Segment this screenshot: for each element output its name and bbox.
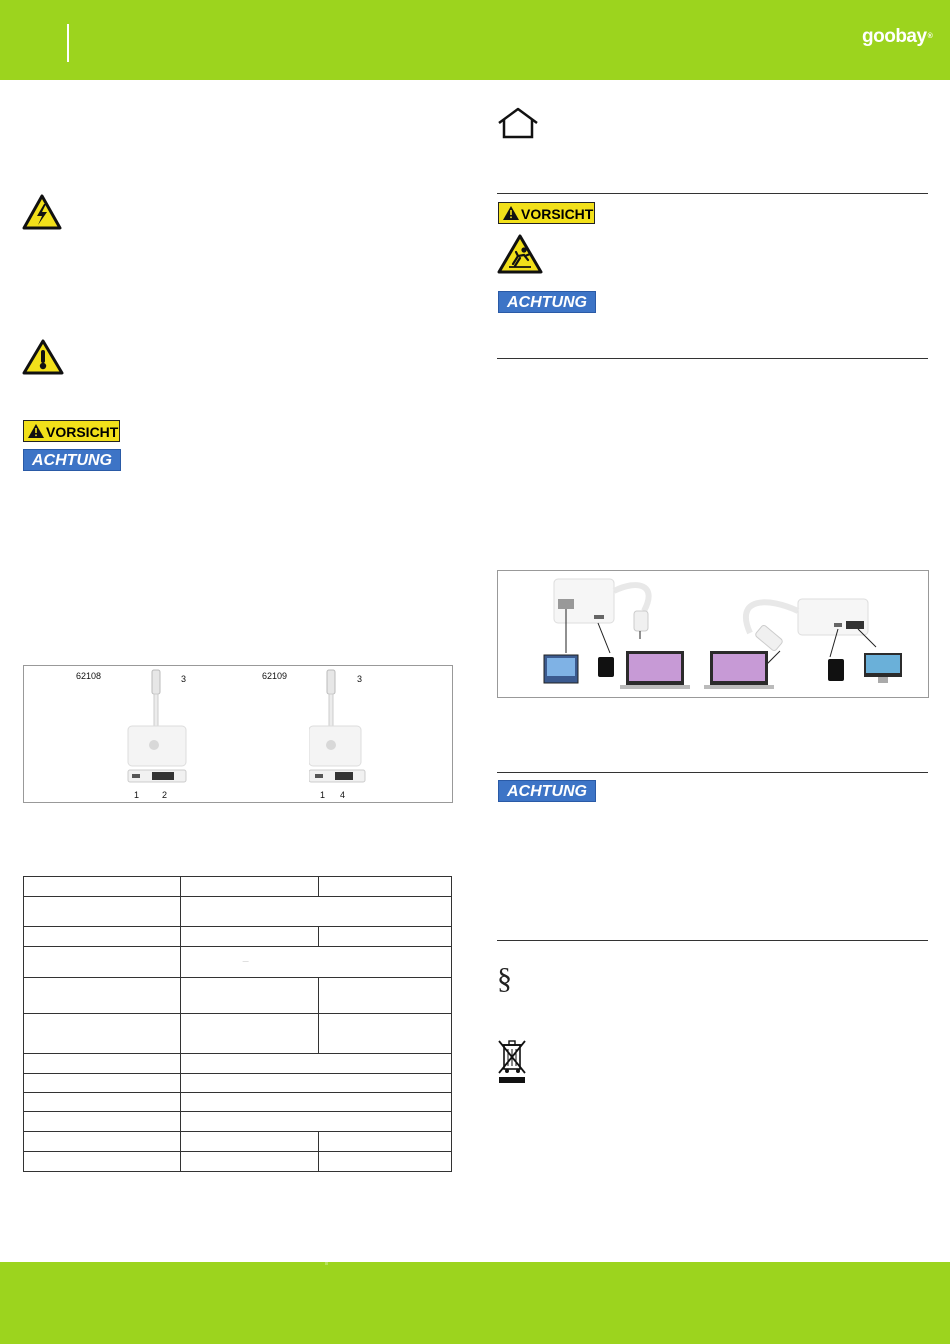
model-number: 62108 xyxy=(76,671,102,681)
page-footer xyxy=(0,1262,950,1344)
lightning-hazard-icon xyxy=(22,194,62,230)
section-divider xyxy=(497,772,928,773)
table-row xyxy=(24,927,452,947)
achtung-label xyxy=(498,291,596,313)
table-row xyxy=(24,978,452,1014)
section-divider xyxy=(497,358,928,359)
warning-triangle-icon xyxy=(28,424,44,438)
dvi-connection-scene xyxy=(544,579,690,689)
table-row xyxy=(24,1132,452,1152)
callout-4: 4 xyxy=(340,790,346,800)
callout-1: 1 xyxy=(134,790,140,800)
table-row xyxy=(24,1093,452,1112)
achtung-label xyxy=(498,780,596,802)
crossed-bin-icon xyxy=(497,1039,527,1085)
connection-illustration xyxy=(498,571,928,697)
vorsicht-text: VORSICHT xyxy=(521,206,594,222)
callout-1: 1 xyxy=(320,790,326,800)
paragraph-symbol: § xyxy=(497,962,512,995)
table-row xyxy=(24,1014,452,1054)
callout-2: 2 xyxy=(162,790,168,800)
footer-accent xyxy=(325,1262,328,1265)
vorsicht-label xyxy=(23,420,120,442)
section-divider xyxy=(497,940,928,941)
achtung-label xyxy=(23,449,121,471)
vorsicht-label xyxy=(498,202,595,224)
warning-triangle-icon xyxy=(503,206,519,220)
logo-text: goobay xyxy=(862,26,927,47)
specifications-table xyxy=(23,876,452,1172)
trip-hazard-icon xyxy=(497,234,543,274)
callout-3: 3 xyxy=(181,674,187,684)
thermometer-hazard-icon xyxy=(22,339,64,375)
small-mark: — xyxy=(242,959,249,965)
registered-mark: ® xyxy=(927,33,933,40)
table-row xyxy=(24,1112,452,1132)
header-divider xyxy=(67,24,69,62)
table-row xyxy=(24,1054,452,1074)
usb-c-adapter-image xyxy=(309,668,389,800)
table-row xyxy=(24,1074,452,1093)
table-row xyxy=(24,947,452,978)
table-row xyxy=(24,897,452,927)
model-number: 62109 xyxy=(262,671,288,681)
vorsicht-text: VORSICHT xyxy=(46,424,119,440)
table-row xyxy=(24,1152,452,1172)
product-figure xyxy=(23,665,453,803)
hdmi-connection-scene xyxy=(704,599,902,689)
goobay-logo xyxy=(862,24,932,50)
achtung-text: ACHTUNG xyxy=(507,783,587,800)
table-row xyxy=(24,877,452,897)
achtung-text: ACHTUNG xyxy=(32,452,112,469)
house-icon xyxy=(497,107,539,139)
usb-c-adapter-image xyxy=(124,668,204,800)
achtung-text: ACHTUNG xyxy=(507,294,587,311)
connection-figure xyxy=(497,570,929,698)
page-header xyxy=(0,0,950,80)
section-divider xyxy=(497,193,928,194)
callout-3: 3 xyxy=(357,674,363,684)
